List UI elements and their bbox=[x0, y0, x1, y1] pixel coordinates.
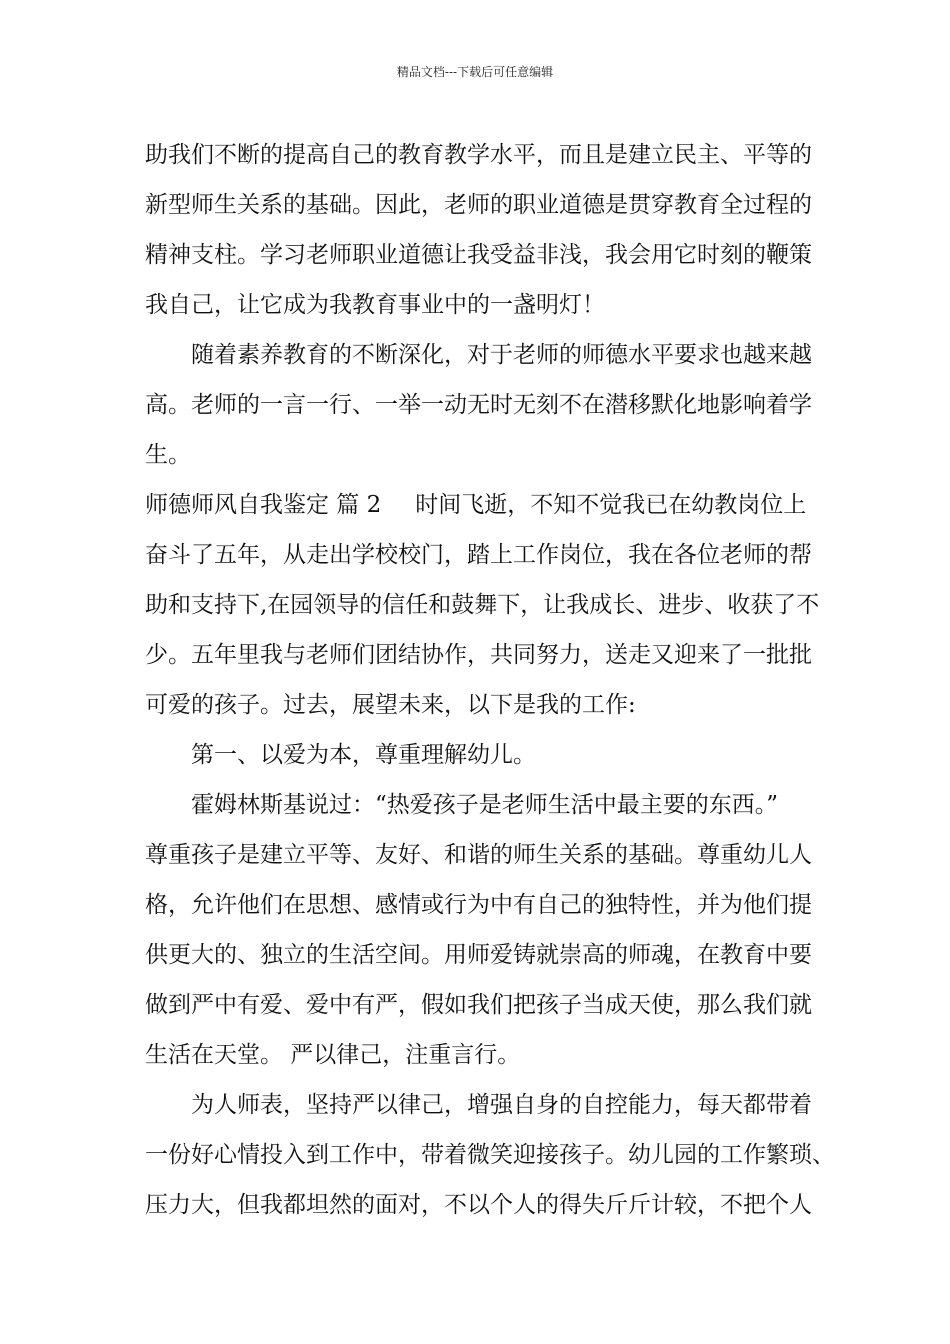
body-line: 压力大，但我都坦然的面对，不以个人的得失斤斤计较，不把个人 bbox=[145, 1192, 812, 1218]
body-line: 格，允许他们在思想、感情或行为中有自己的独特性，并为他们提 bbox=[145, 892, 812, 918]
paragraph-first-line: 随着素养教育的不断深化，对于老师的师德水平要求也越来越 bbox=[191, 342, 812, 368]
body-line: 高。老师的一言一行、一举一动无时无刻不在潜移默化地影响着学 bbox=[145, 392, 812, 418]
body-line: 新型师生关系的基础。因此，老师的职业道德是贯穿教育全过程的 bbox=[145, 192, 812, 218]
body-line: 供更大的、独立的生活空间。用师爱铸就崇高的师魂，在教育中要 bbox=[145, 942, 812, 968]
body-line: 助我们不断的提高自己的教育教学水平，而且是建立民主、平等的 bbox=[145, 142, 812, 168]
paragraph-first-line: 为人师表，坚持严以律己，增强自身的自控能力，每天都带着 bbox=[191, 1092, 812, 1118]
paragraph-first-line: 霍姆林斯基说过：“热爱孩子是老师生活中最主要的东西。” bbox=[191, 792, 779, 818]
section-heading: 师德师风自我鉴定 篇 2 bbox=[145, 492, 382, 518]
body-line: 少。五年里我与老师们团结协作，共同努力，送走又迎来了一批批 bbox=[145, 642, 812, 668]
body-line: 我自己，让它成为我教育事业中的一盏明灯！ bbox=[145, 292, 605, 318]
body-line: 精神支柱。学习老师职业道德让我受益非浅，我会用它时刻的鞭策 bbox=[145, 242, 812, 268]
body-line: 一份好心情投入到工作中，带着微笑迎接孩子。幼儿园的工作繁琐、 bbox=[145, 1142, 835, 1168]
body-line-text: 时间飞逝，不知不觉我已在幼教岗位上 bbox=[415, 492, 807, 518]
section-heading-line bbox=[145, 480, 825, 530]
body-line: 尊重孩子是建立平等、友好、和谐的师生关系的基础。尊重幼儿人 bbox=[145, 842, 812, 868]
page-header: 精品文档---下载后可任意编辑 bbox=[396, 65, 554, 79]
body-line: 奋斗了五年，从走出学校校门，踏上工作岗位，我在各位老师的帮 bbox=[145, 542, 812, 568]
body-line: 生活在天堂。 严以律己，注重言行。 bbox=[145, 1042, 521, 1068]
body-line: 可爱的孩子。过去，展望未来，以下是我的工作: bbox=[145, 692, 636, 718]
document-body bbox=[145, 130, 835, 1230]
body-line: 做到严中有爱、爱中有严，假如我们把孩子当成天使，那么我们就 bbox=[145, 992, 812, 1018]
body-line: 生。 bbox=[145, 442, 191, 468]
paragraph-first-line: 第一、以爱为本，尊重理解幼儿。 bbox=[191, 742, 536, 768]
body-line: 助和支持下,在园领导的信任和鼓舞下，让我成长、进步、收获了不 bbox=[145, 592, 820, 618]
